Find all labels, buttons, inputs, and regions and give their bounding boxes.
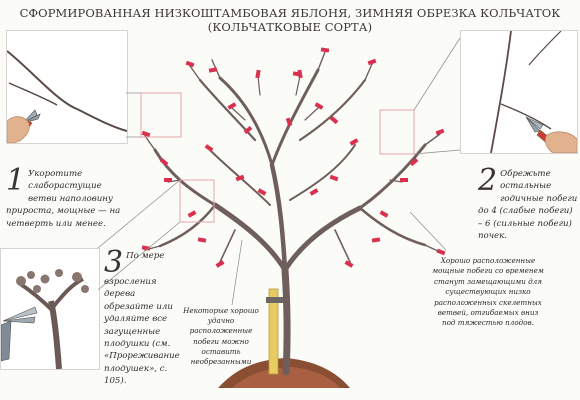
step-number-3: 3 — [104, 245, 124, 280]
step-text-2: Обрежьте остальные годичные побеги до 4 (слабые побеги) – 6 (сильные побеги) почек. — [478, 169, 578, 242]
middle-note: Некоторые хорошо удачно расположенные побеги можно оставить необрезанными — [183, 306, 259, 367]
callout-box-1 — [141, 93, 181, 137]
right-note: Хорошо расположенные мощные побеги со временем станут замещающими для существующих низко расположенных скелетных ветвей, отгибаемых вниз под тяжестью плодов. — [432, 256, 544, 328]
title-line-2: (КОЛЬЧАТКОВЫЕ СОРТА) — [207, 20, 373, 34]
caption-step-2 — [478, 163, 578, 242]
step-number-1: 1 — [6, 163, 26, 198]
callout-box-2 — [380, 110, 414, 154]
step-number-2: 2 — [478, 163, 498, 198]
step-text-1: Укоротите слаборастущие ветви наполовину прироста, мощные — на четверть или менее. — [6, 169, 121, 229]
title-line-1: СФОРМИРОВАННАЯ НИЗКОШТАМБОВАЯ ЯБЛОНЯ, ЗИМНЯЯ ОБРЕЗКА КОЛЬЧАТОК — [19, 6, 561, 20]
caption-step-1 — [6, 163, 130, 230]
step-text-3: По мере взросления дерева обрезайте или удаляйте все загущенные плодушки (см. «Прореживание плодушек», с. 105). — [104, 251, 180, 387]
caption-step-3 — [104, 245, 180, 388]
